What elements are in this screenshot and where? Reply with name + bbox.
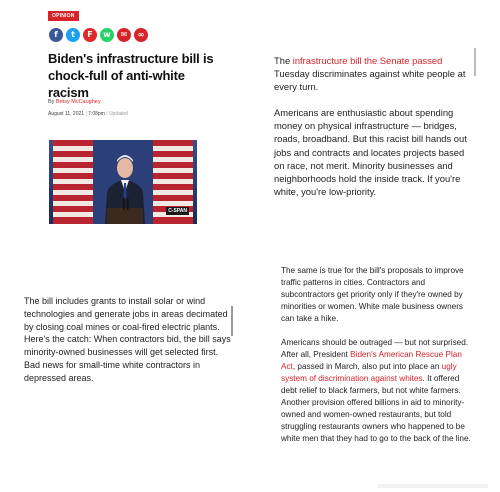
share-bar	[49, 28, 148, 42]
p4-text-a: Americans should be outraged — but not surprised. After all, President	[281, 338, 469, 359]
dateline: August 11, 2021 | 7:08pm | Updated	[48, 111, 128, 117]
byline	[48, 99, 101, 105]
article-photo[interactable]	[49, 140, 197, 224]
whatsapp-icon[interactable]: w	[100, 28, 114, 42]
paragraph-5: The bill includes grants to install solar or wind technologies and generate jobs in areas decimated by closing coal mines or coal-fired electric plants. Here's the catch: When contractors bid, the bill says minority-owned businesses will get selected first. Bad news for small-time white contractors in depressed areas.	[24, 296, 231, 383]
publish-time: 7:08pm	[88, 111, 105, 117]
facebook-icon[interactable]: f	[49, 28, 63, 42]
paragraph-2: Americans are enthusiastic about spending money on physical infrastructure — bridges, roads, broadband. But this racist bill hands out jobs and contracts and locates projects based on race, not merit. Minority businesses and neighborhoods hold the inside track. If you're white, you're low-priority.	[274, 107, 467, 198]
p4-text-c: . It offered debt relief to black farmers, but not white farmers. Another provision offered billions in aid to minority-owned and women-owned restaurants, but told struggling restaurants owners who happened to be white men that they had to go to the back of the line.	[281, 374, 471, 443]
byline-prefix: By	[48, 99, 55, 105]
photo-credit: C-SPAN	[168, 208, 187, 214]
text-cursor	[231, 306, 233, 336]
rescue-plan-link[interactable]: Biden's American Rescue Plan Act	[281, 350, 462, 371]
faded-footer	[378, 484, 488, 488]
twitter-icon[interactable]: t	[66, 28, 80, 42]
author-link[interactable]: Betsy McCaughey	[55, 99, 101, 105]
scroll-indicator	[474, 48, 476, 76]
infrastructure-bill-link[interactable]: infrastructure bill the Senate passed	[292, 55, 443, 66]
p1-text-a: The	[274, 55, 293, 66]
discrimination-link[interactable]: ugly system of discrimination against whites	[281, 362, 457, 383]
paragraph-4	[281, 337, 471, 445]
article-headline: Biden's infrastructure bill is chock-full of anti-white racism	[48, 51, 214, 100]
paragraph-3: The same is true for the bill's proposals to improve traffic patterns in cities. Contractors and subcontractors get priority only if they're owned by minorities or women. White male business owners can take a hike.	[281, 266, 464, 323]
email-icon[interactable]: ✉	[117, 28, 131, 42]
flipboard-icon[interactable]: F	[83, 28, 97, 42]
publish-date: August 11, 2021	[48, 111, 85, 117]
p4-text-b: , passed in March, also put into place an	[292, 362, 442, 371]
paragraph-1	[274, 54, 474, 94]
flag-left	[53, 140, 93, 224]
section-tag[interactable]: OPINION	[48, 11, 79, 21]
link-icon[interactable]: ∞	[134, 28, 148, 42]
p1-text-b: Tuesday discriminates against white people at every turn.	[274, 68, 466, 93]
updated-label: Updated	[108, 111, 128, 117]
